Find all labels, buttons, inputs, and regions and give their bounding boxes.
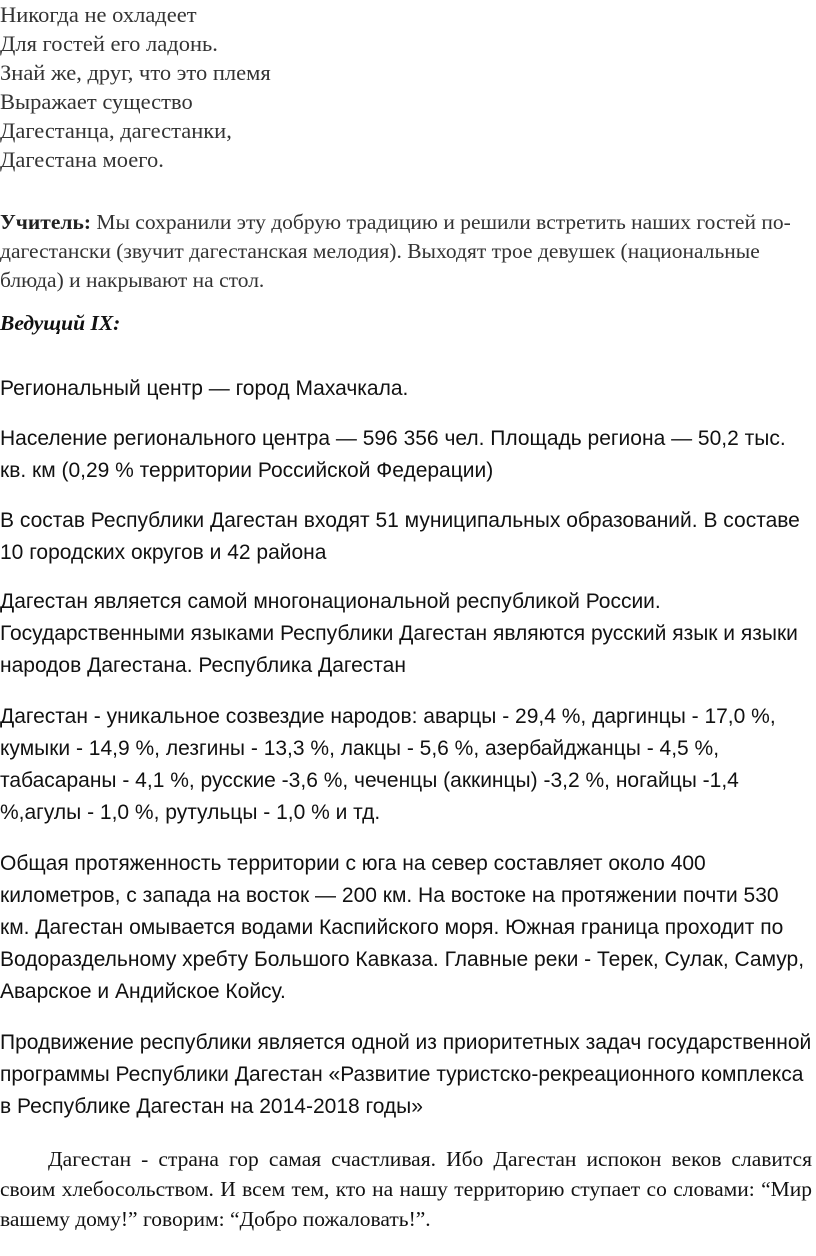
poem-line: Для гостей его ладонь. xyxy=(0,31,218,56)
paragraph-population: Население регионального центра — 596 356 чел. Площадь региона — 50,2 тыс. кв. км (0,29 % территории Российской Федерации) xyxy=(0,427,786,482)
teacher-remark xyxy=(0,208,812,295)
closing-paragraph: Дагестан - страна гор самая счастливая. Ибо Дагестан испокон веков славится своим хлебосольством. И всем тем, кто на нашу территорию ступает со словами: “Мир вашему дому!” говорим: “Добро пожаловать!”. xyxy=(0,1147,812,1231)
poem-line: Знай же, друг, что это племя xyxy=(0,60,271,85)
paragraph-geography: Общая протяженность территории с юга на север составляет около 400 километров, с запада на восток — 200 км. На востоке на протяжении почти 530 км. Дагестан омывается водами Каспийского моря. Южная граница проходит по Водораздельному хребту Большого Кавказа. Главные реки - Терек, Сулак, Самур, Аварское и Андийское Койсу. xyxy=(0,852,805,1003)
paragraph-municipalities: В состав Республики Дагестан входят 51 муниципальных образований. В составе 10 городских округов и 42 района xyxy=(0,509,800,564)
paragraph-regional-center: Региональный центр — город Махачкала. xyxy=(0,377,409,400)
poem-line: Дагестанца, дагестанки, xyxy=(0,118,232,143)
paragraph-languages: Дагестан является самой многонациональной республикой России. Государственными языками Республики Дагестан являются русский язык и языки народов Дагестана. Республика Дагестан xyxy=(0,590,798,677)
paragraph-peoples: Дагестан - уникальное созвездие народов: аварцы - 29,4 %, даргинцы - 17,0 %, кумыки - 14,9 %, лезгины - 13,3 %, лакцы - 5,6 %, азербайджанцы - 4,5 %, табасараны - 4,1 %, русские -3,6 %, чеченцы (аккинцы) -3,2 %, ногайцы -1,4 %,агулы - 1,0 %, рутульцы - 1,0 % и тд. xyxy=(0,705,776,824)
host-label: Ведущий IX: xyxy=(0,311,121,335)
poem-line: Никогда не охладеет xyxy=(0,2,197,27)
poem xyxy=(0,0,810,174)
poem-line: Дагестана моего. xyxy=(0,147,164,172)
poem-line: Выражает существо xyxy=(0,89,193,114)
paragraph-tourism-program: Продвижение республики является одной из приоритетных задач государственной программы Республики Дагестан «Развитие туристско-рекреационного комплекса в Республике Дагестан на 2014-2018 годы» xyxy=(0,1031,812,1118)
teacher-remark-text: Мы сохранили эту добрую традицию и решили встретить наших гостей по-дагестански (звучит дагестанская мелодия). Выходят трое девушек (национальные блюда) и накрывают на стол. xyxy=(0,210,791,292)
teacher-speaker-label: Учитель: xyxy=(0,210,91,234)
